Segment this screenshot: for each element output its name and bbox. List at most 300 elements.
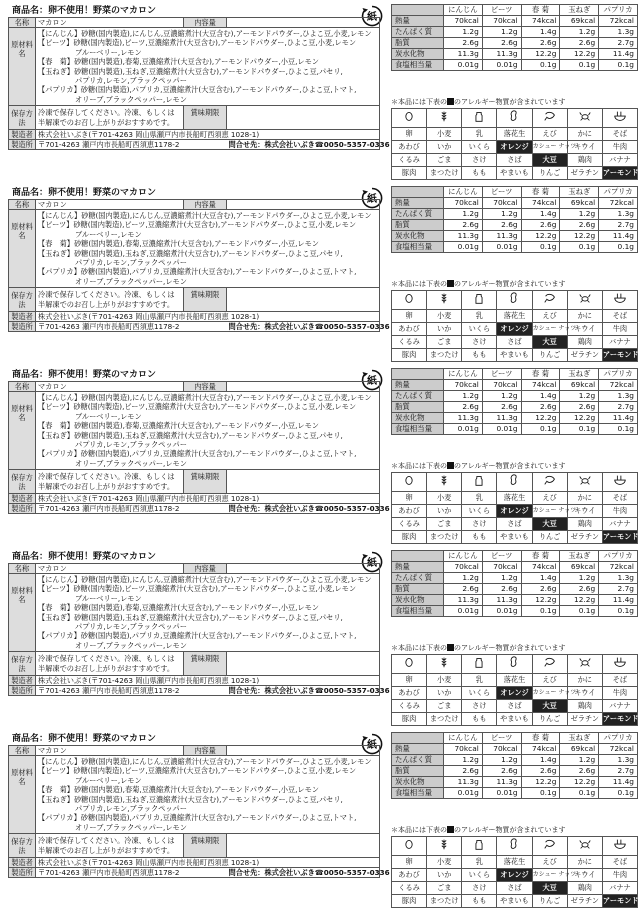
allergen-icon-row [392, 473, 638, 492]
nutrition-row-label: 食塩相当量 [392, 242, 444, 253]
storage-header: 保存方法 [9, 834, 36, 858]
allergen-icon-cell [567, 291, 602, 310]
allergen-item: りんご [532, 349, 567, 362]
allergen-item: 牛肉 [602, 869, 637, 882]
wheat-icon [437, 837, 451, 851]
nutrition-value: 70kcal [444, 562, 483, 573]
ingredients-line: 【ビーツ】砂糖(国内製造),ビーツ,豆濃縮煮汁(大豆含む),アーモンドパウダー,ひよこ豆,小麦,レモン [38, 766, 357, 776]
allergen-item: かに [567, 128, 602, 141]
nutrition-value: 1.2g [560, 209, 599, 220]
allergen-item: さけ [462, 336, 497, 349]
nutrition-value: 70kcal [482, 562, 521, 573]
soba-icon [613, 655, 627, 669]
allergen-item: そば [602, 128, 637, 141]
allergen-item: 大豆 [532, 154, 567, 167]
factory-header: 製造所 [9, 504, 36, 514]
nutrition-value: 0.1g [599, 606, 638, 617]
allergen-item: 落花生 [497, 310, 532, 323]
allergen-item: まつたけ [427, 895, 462, 908]
nutrition-value: 69kcal [560, 198, 599, 209]
nutrition-table [391, 368, 638, 435]
storage-line: 半解凍でのお召し上がりがおすすめです。 [38, 663, 175, 673]
peanut-icon [507, 291, 521, 305]
nutrition-value: 70kcal [444, 16, 483, 27]
ingredients-cell [36, 210, 380, 288]
nutrition-row-label: 熱量 [392, 16, 444, 27]
soba-icon [613, 109, 627, 123]
milk-icon [472, 655, 486, 669]
allergen-item: ゼラチン [567, 531, 602, 544]
allergen-icon-cell [532, 109, 567, 128]
allergen-item: キウイ [567, 323, 602, 336]
nutrition-row [392, 60, 638, 71]
nutrition-value: 0.01g [444, 424, 483, 435]
expiry-value [227, 470, 380, 494]
black-square-icon [447, 826, 454, 833]
allergen-item: バナナ [602, 882, 637, 895]
nutrition-value: 1.3g [599, 755, 638, 766]
allergen-icon-cell [427, 473, 462, 492]
allergen-item: カシュー ナッツ [532, 687, 567, 700]
allergen-icon-cell [427, 655, 462, 674]
nutrition-row-label: たんぱく質 [392, 209, 444, 220]
allergen-row [392, 518, 638, 531]
allergen-item: そば [602, 310, 637, 323]
allergen-item: アーモンド [602, 531, 637, 544]
allergen-item: 大豆 [532, 882, 567, 895]
allergen-item: 落花生 [497, 674, 532, 687]
allergen-item: 乳 [462, 128, 497, 141]
nutrition-column-header: 玉ねぎ [560, 551, 599, 562]
contact-info: 問合せ先：株式会社いぶき☎0050-5357-0336 [228, 504, 390, 514]
name-header: 名称 [9, 564, 36, 574]
egg-icon [402, 837, 416, 851]
product-info-table [8, 17, 390, 150]
allergen-item: 大豆 [532, 700, 567, 713]
expiry-value [227, 652, 380, 676]
allergen-row [392, 349, 638, 362]
black-square-icon [447, 280, 454, 287]
crab-icon [578, 655, 592, 669]
milk-icon [472, 291, 486, 305]
allergen-item: 豚肉 [392, 713, 427, 726]
nutrition-value: 0.01g [482, 788, 521, 799]
wheat-icon [437, 473, 451, 487]
food-label [8, 548, 639, 723]
nutrition-row [392, 49, 638, 60]
ingredients-line: 【にんじん】砂糖(国内製造),にんじん,豆濃縮煮汁(大豆含む),アーモンドパウダー,ひよこ豆,小麦,レモン [38, 29, 372, 38]
nutrition-value: 0.01g [444, 788, 483, 799]
factory-value: 〒701-4263 瀬戸内市長船町西須恵1178-2 [36, 686, 227, 696]
allergen-note-pre: ＊本品には下表の [391, 826, 447, 834]
product-info-panel [8, 184, 390, 354]
allergen-item: キウイ [567, 141, 602, 154]
allergen-item: アーモンド [602, 349, 637, 362]
allergen-item: ごま [427, 154, 462, 167]
nutrition-value: 2.6g [521, 766, 560, 777]
allergen-icon-row [392, 291, 638, 310]
nutrition-value: 1.2g [444, 209, 483, 220]
ingredients-line: 【玉ねぎ】砂糖(国内製造),玉ねぎ,豆濃縮煮汁(大豆含む),アーモンドパウダー,ひよこ豆,パセリ, [38, 248, 343, 258]
volume-header: 内容量 [184, 18, 227, 28]
food-label [8, 184, 639, 359]
allergen-item: かに [567, 310, 602, 323]
allergen-table [391, 654, 638, 726]
allergen-icon-cell [392, 291, 427, 310]
contact-info: 問合せ先：株式会社いぶき☎0050-5357-0336 [228, 322, 390, 332]
nutrition-row-label: 炭水化物 [392, 49, 444, 60]
nutrition-row [392, 209, 638, 220]
nutrition-column-header: ビーツ [482, 551, 521, 562]
soba-icon [613, 291, 627, 305]
name-value: マカロン [36, 200, 184, 210]
allergen-item: 鶏肉 [567, 336, 602, 349]
nutrition-value: 0.1g [560, 60, 599, 71]
product-title: 商品名：卵不使用！野菜のマカロン [12, 6, 157, 16]
allergen-name-row [392, 310, 638, 323]
nutrition-column-header: 春 菊 [521, 5, 560, 16]
factory-value: 〒701-4263 瀬戸内市長船町西須恵1178-2 [36, 504, 227, 514]
maker-header: 製造者 [9, 312, 36, 322]
volume-value [227, 200, 380, 210]
allergen-icon-cell [532, 291, 567, 310]
nutrition-value: 0.01g [482, 242, 521, 253]
allergen-icon-row [392, 655, 638, 674]
allergen-item: えび [532, 492, 567, 505]
allergen-item: 大豆 [532, 336, 567, 349]
nutrition-column-header: 春 菊 [521, 551, 560, 562]
allergen-item: 小麦 [427, 492, 462, 505]
nutrition-row-label: たんぱく質 [392, 755, 444, 766]
egg-icon [402, 655, 416, 669]
ingredients-line: パプリカ,レモン,ブラックペッパー [75, 440, 187, 450]
allergen-row [392, 154, 638, 167]
nutrition-value: 69kcal [560, 562, 599, 573]
nutrition-row-label: 熱量 [392, 380, 444, 391]
allergen-item: 鶏肉 [567, 518, 602, 531]
allergen-item: いくら [462, 323, 497, 336]
ingredients-line: パプリカ,レモン,ブラックペッパー [75, 804, 187, 814]
nutrition-value: 11.3g [444, 413, 483, 424]
contact-info: 問合せ先：株式会社いぶき☎0050-5357-0336 [228, 140, 390, 150]
nutrition-value: 2.6g [482, 220, 521, 231]
nutrition-column-header: パプリカ [599, 5, 638, 16]
allergen-item: かに [567, 674, 602, 687]
food-label [8, 2, 639, 177]
ingredients-line: 【玉ねぎ】砂糖(国内製造),玉ねぎ,豆濃縮煮汁(大豆含む),アーモンドパウダー,ひよこ豆,パセリ, [38, 794, 343, 804]
shrimp-icon [543, 291, 557, 305]
allergen-item: いくら [462, 141, 497, 154]
ingredients-line: パプリカ,レモン,ブラックペッパー [75, 76, 187, 86]
name-header: 名称 [9, 200, 36, 210]
nutrition-value: 2.6g [444, 220, 483, 231]
expiry-value [227, 106, 380, 130]
nutrition-value: 0.1g [521, 60, 560, 71]
allergen-item: 豚肉 [392, 349, 427, 362]
nutrition-value: 2.7g [599, 220, 638, 231]
nutrition-value: 74kcal [521, 562, 560, 573]
allergen-icon-cell [567, 655, 602, 674]
allergen-icon-cell [532, 473, 567, 492]
ingredients-line: オリーブ,ブラックペッパー,レモン [75, 458, 187, 468]
nutrition-value: 72kcal [599, 380, 638, 391]
nutrition-row [392, 38, 638, 49]
allergen-icon-cell [392, 655, 427, 674]
allergen-item: さけ [462, 700, 497, 713]
allergen-item: 鶏肉 [567, 154, 602, 167]
allergen-item: 小麦 [427, 674, 462, 687]
ingredients-cell [36, 756, 380, 834]
ingredients-line: オリーブ,ブラックペッパー,レモン [75, 94, 187, 104]
volume-value [227, 382, 380, 392]
storage-value [36, 106, 184, 130]
nutrition-value: 0.1g [521, 424, 560, 435]
nutrition-row [392, 413, 638, 424]
nutrition-value: 2.6g [482, 38, 521, 49]
nutrition-value: 0.1g [521, 242, 560, 253]
ingredients-line: ブルーベリー,レモン [75, 593, 142, 603]
recycle-mark-text: 紙 [367, 194, 377, 205]
nutrition-value: 11.3g [444, 777, 483, 788]
nutrition-row-label: 炭水化物 [392, 595, 444, 606]
allergen-item: くるみ [392, 336, 427, 349]
nutrition-value: 1.2g [482, 755, 521, 766]
ingredients-line: 【玉ねぎ】砂糖(国内製造),玉ねぎ,豆濃縮煮汁(大豆含む),アーモンドパウダー,ひよこ豆,パセリ, [38, 66, 343, 76]
storage-header: 保存方法 [9, 288, 36, 312]
allergen-item: えび [532, 128, 567, 141]
allergen-item: いか [427, 687, 462, 700]
name-header: 名称 [9, 382, 36, 392]
nutrition-row-label: 脂質 [392, 38, 444, 49]
nutrition-value: 2.6g [521, 220, 560, 231]
storage-value [36, 834, 184, 858]
storage-line: 半解凍でのお召し上がりがおすすめです。 [38, 481, 175, 491]
nutrition-value: 2.6g [482, 584, 521, 595]
allergen-item: オレンジ [497, 323, 532, 336]
nutrition-value: 69kcal [560, 380, 599, 391]
nutrition-column-header: 春 菊 [521, 369, 560, 380]
nutrition-value: 2.6g [560, 220, 599, 231]
nutrition-value: 1.4g [521, 573, 560, 584]
nutrition-value: 11.4g [599, 231, 638, 242]
nutrition-column-header: パプリカ [599, 369, 638, 380]
nutrition-column-header: ビーツ [482, 187, 521, 198]
nutrition-value: 11.3g [444, 595, 483, 606]
allergen-item: カシュー ナッツ [532, 141, 567, 154]
storage-header: 保存方法 [9, 652, 36, 676]
nutrition-value: 0.1g [560, 242, 599, 253]
expiry-value [227, 834, 380, 858]
allergen-row [392, 167, 638, 180]
storage-header: 保存方法 [9, 106, 36, 130]
ingredients-cell [36, 574, 380, 652]
nutrition-value: 11.3g [482, 777, 521, 788]
nutrition-value: 11.4g [599, 777, 638, 788]
peanut-icon [507, 655, 521, 669]
nutrition-row-label: 熱量 [392, 562, 444, 573]
nutrition-value: 70kcal [482, 380, 521, 391]
volume-header: 内容量 [184, 564, 227, 574]
allergen-item: あわび [392, 869, 427, 882]
nutrition-row-label: 炭水化物 [392, 413, 444, 424]
ingredients-line: ブルーベリー,レモン [75, 411, 142, 421]
allergen-row [392, 869, 638, 882]
expiry-header: 賞味期限 [184, 470, 227, 494]
nutrition-corner [392, 369, 444, 380]
allergen-row [392, 687, 638, 700]
milk-icon [472, 473, 486, 487]
expiry-header: 賞味期限 [184, 652, 227, 676]
ingredients-header: 原材料名 [9, 392, 36, 470]
nutrition-value: 2.6g [560, 766, 599, 777]
allergen-item: やまいも [497, 349, 532, 362]
nutrition-value: 72kcal [599, 562, 638, 573]
allergen-item: いくら [462, 505, 497, 518]
product-title: 商品名：卵不使用！野菜のマカロン [12, 552, 157, 562]
factory-value: 〒701-4263 瀬戸内市長船町西須恵1178-2 [36, 868, 227, 878]
nutrition-row [392, 595, 638, 606]
allergen-icon-cell [427, 291, 462, 310]
allergen-icon-cell [462, 291, 497, 310]
allergen-item: オレンジ [497, 505, 532, 518]
allergen-note [391, 461, 566, 471]
wheat-icon [437, 109, 451, 123]
allergen-item: りんご [532, 531, 567, 544]
allergen-item: 牛肉 [602, 323, 637, 336]
allergen-item: もも [462, 349, 497, 362]
allergen-note-post: のアレルギー物質が含まれています [454, 462, 566, 470]
ingredients-line: 【パプリカ】砂糖(国内製造),パプリカ,豆濃縮煮汁(大豆含む),アーモンドパウダー,ひよこ豆,トマト, [38, 449, 357, 459]
allergen-note-post: のアレルギー物質が含まれています [454, 280, 566, 288]
nutrition-value: 2.6g [521, 402, 560, 413]
allergen-name-row [392, 492, 638, 505]
nutrition-row-label: 炭水化物 [392, 777, 444, 788]
allergen-item: 乳 [462, 674, 497, 687]
ingredients-header: 原材料名 [9, 756, 36, 834]
storage-value [36, 288, 184, 312]
ingredients-line: 【春 菊】砂糖(国内製造),春菊,豆濃縮煮汁(大豆含む),アーモンドパウダー,小豆,レモン [38, 421, 319, 431]
allergen-icon-row [392, 837, 638, 856]
factory-value: 〒701-4263 瀬戸内市長船町西須恵1178-2 [36, 322, 227, 332]
nutrition-column-header: 玉ねぎ [560, 187, 599, 198]
nutrition-row [392, 766, 638, 777]
nutrition-row [392, 755, 638, 766]
allergen-item: あわび [392, 323, 427, 336]
nutrition-corner [392, 551, 444, 562]
nutrition-value: 0.1g [599, 242, 638, 253]
peanut-icon [507, 109, 521, 123]
factory-header: 製造所 [9, 868, 36, 878]
nutrition-column-header: ビーツ [482, 369, 521, 380]
nutrition-value: 0.1g [521, 788, 560, 799]
nutrition-allergen-panel [391, 732, 639, 905]
storage-line: 半解凍でのお召し上がりがおすすめです。 [38, 845, 175, 855]
nutrition-value: 70kcal [482, 198, 521, 209]
allergen-icon-cell [567, 837, 602, 856]
allergen-item: さば [497, 700, 532, 713]
allergen-item: そば [602, 674, 637, 687]
ingredients-line: パプリカ,レモン,ブラックペッパー [75, 258, 187, 268]
shrimp-icon [543, 109, 557, 123]
nutrition-value: 1.2g [482, 573, 521, 584]
egg-icon [402, 109, 416, 123]
allergen-icon-cell [497, 109, 532, 128]
nutrition-column-header: にんじん [444, 551, 483, 562]
ingredients-line: 【ビーツ】砂糖(国内製造),ビーツ,豆濃縮煮汁(大豆含む),アーモンドパウダー,ひよこ豆,小麦,レモン [38, 584, 357, 594]
nutrition-table [391, 186, 638, 253]
nutrition-row [392, 606, 638, 617]
nutrition-row [392, 777, 638, 788]
allergen-name-row [392, 674, 638, 687]
nutrition-row-label: 脂質 [392, 220, 444, 231]
nutrition-corner [392, 187, 444, 198]
nutrition-allergen-panel [391, 4, 639, 177]
nutrition-row-label: たんぱく質 [392, 391, 444, 402]
nutrition-value: 70kcal [444, 744, 483, 755]
allergen-note [391, 279, 566, 289]
nutrition-value: 2.6g [444, 766, 483, 777]
expiry-header: 賞味期限 [184, 106, 227, 130]
milk-icon [472, 109, 486, 123]
black-square-icon [447, 644, 454, 651]
ingredients-line: 【にんじん】砂糖(国内製造),にんじん,豆濃縮煮汁(大豆含む),アーモンドパウダー,ひよこ豆,小麦,レモン [38, 393, 372, 402]
maker-value: 株式会社いぶき(〒701-4263 岡山県瀬戸内市長船町西須恵 1028-1) [36, 130, 380, 140]
allergen-note [391, 825, 566, 835]
allergen-note [391, 97, 566, 107]
allergen-item: 小麦 [427, 128, 462, 141]
ingredients-line: 【ビーツ】砂糖(国内製造),ビーツ,豆濃縮煮汁(大豆含む),アーモンドパウダー,ひよこ豆,小麦,レモン [38, 38, 357, 48]
expiry-value [227, 288, 380, 312]
allergen-table [391, 108, 638, 180]
nutrition-value: 12.2g [521, 413, 560, 424]
nutrition-value: 12.2g [560, 231, 599, 242]
allergen-icon-cell [497, 837, 532, 856]
nutrition-value: 74kcal [521, 744, 560, 755]
nutrition-column-header: パプリカ [599, 733, 638, 744]
nutrition-column-header: にんじん [444, 369, 483, 380]
nutrition-row [392, 391, 638, 402]
nutrition-column-header: ビーツ [482, 733, 521, 744]
allergen-item: 豚肉 [392, 531, 427, 544]
allergen-item: いか [427, 869, 462, 882]
allergen-note-pre: ＊本品には下表の [391, 98, 447, 106]
volume-header: 内容量 [184, 746, 227, 756]
name-header: 名称 [9, 18, 36, 28]
allergen-item: 大豆 [532, 518, 567, 531]
nutrition-value: 0.1g [560, 788, 599, 799]
allergen-item: バナナ [602, 154, 637, 167]
allergen-item: 牛肉 [602, 505, 637, 518]
nutrition-value: 11.3g [482, 231, 521, 242]
allergen-item: 卵 [392, 856, 427, 869]
peanut-icon [507, 473, 521, 487]
ingredients-line: オリーブ,ブラックペッパー,レモン [75, 640, 187, 650]
nutrition-value: 1.3g [599, 27, 638, 38]
allergen-item: キウイ [567, 687, 602, 700]
nutrition-row [392, 198, 638, 209]
allergen-note-pre: ＊本品には下表の [391, 644, 447, 652]
product-info-table [8, 381, 390, 514]
expiry-header: 賞味期限 [184, 834, 227, 858]
nutrition-row-label: たんぱく質 [392, 573, 444, 584]
allergen-item: ごま [427, 518, 462, 531]
nutrition-value: 11.3g [444, 49, 483, 60]
maker-header: 製造者 [9, 858, 36, 868]
nutrition-value: 1.4g [521, 755, 560, 766]
allergen-item: アーモンド [602, 713, 637, 726]
allergen-item: ごま [427, 700, 462, 713]
nutrition-row [392, 744, 638, 755]
